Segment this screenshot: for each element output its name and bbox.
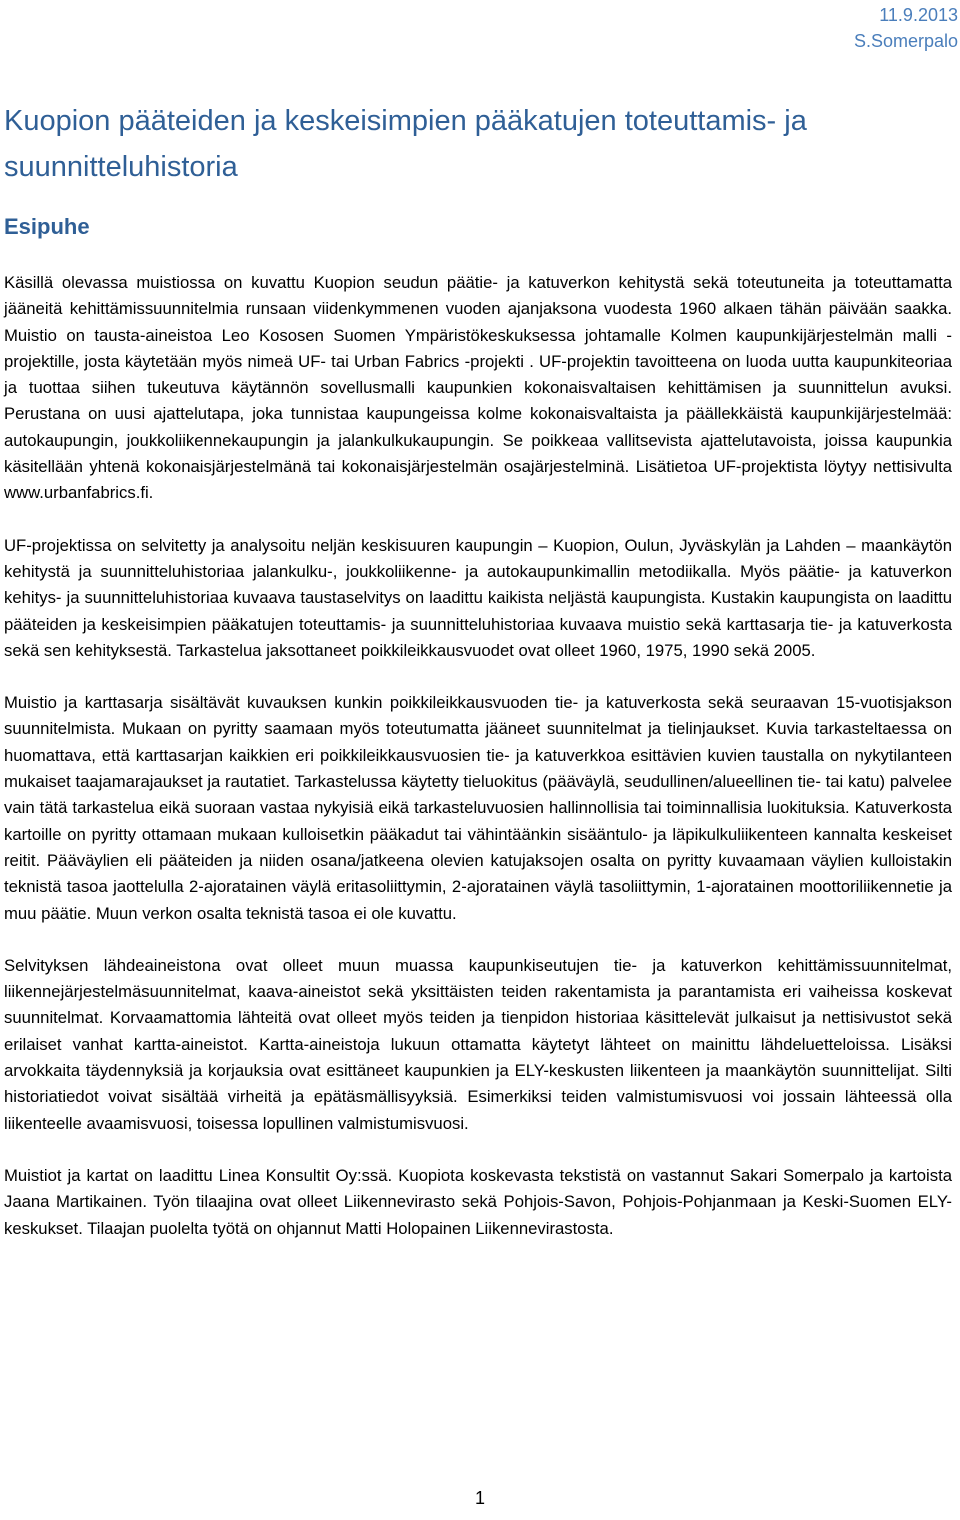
document-title: Kuopion pääteiden ja keskeisimpien pääkatujen toteuttamis- ja suunnitteluhistoria xyxy=(4,105,807,183)
paragraph-4: Selvityksen lähdeaineistona ovat olleet muun muassa kaupunkiseutujen tie- ja katuverkon kehittämissuunnitelmat, liikennejärjestelmäsuunnitelmat, kaava-aineistot sekä yksittäisten teiden rakentamista ja parantamista eri vaiheissa koskevat suunnitelmat. Korvaamattomia lähteitä ovat olleet myös teiden ja tienpidon historiaa käsittelevät julkaisut ja nettisivustot sekä erilaiset vanhat kartta-aineistot. Kartta-aineistoja lukuun ottamatta käytetyt lähteet on mainittu lähdeluetteloissa. Lisäksi arvokkaita täydennyksiä ja korjauksia ovat esittäneet kaupunkien ja ELY-keskusten liikenteen ja maankäytön suunnittelijat. Silti historiatiedot voivat sisältää virheitä ja epätäsmällisyyksiä. Esimerkiksi teiden valmistumisvuosi voi jossain lähteessä olla liikenteelle avaamisvuosi, toisessa lopullinen valmistumisvuosi. xyxy=(4,955,952,1133)
document-body xyxy=(4,270,952,1268)
document-header xyxy=(854,2,958,54)
document-date: 11.9.2013 xyxy=(879,5,958,25)
paragraph-1: Käsillä olevassa muistiossa on kuvattu Kuopion seudun päätie- ja katuverkon kehitystä sekä toteutuneita ja toteuttamatta jääneitä kehittämissuunnitelmia runsaan viidenkymmenen vuoden ajanjaksona vuodesta 1960 alkaen tähän päivään saakka. Muistio on tausta-aineistoa Leo Kososen Suomen Ympäristökeskuksessa johtamalle Kolmen kaupunkijärjestelmän malli -projektille, josta käytetään myös nimeä UF- tai Urban Fabrics -projekti . UF-projektin tavoitteena on luoda uutta kaupunkiteoriaa ja tuottaa siihen tukeutuva käytännön sovellusmalli kaupunkien kokonaisvaltaisen kehittämisen ja suunnittelun avuksi. Perustana on uusi ajattelutapa, joka tunnistaa kaupungeissa kolme kokonaisvaltaista ja päällekkäistä kaupunkijärjestelmää: autokaupungin, joukkoliikennekaupungin ja jalankulkukaupungin. Se poikkeaa vallitsevista ajattelutavoista, joissa kaupunkia käsitellään yhtenä kokonaisjärjestelmänä tai kokonaisjärjestelmän osajärjestelminä. Lisätietoa UF-projektista löytyy nettisivulta www.urbanfabrics.fi. xyxy=(4,273,952,503)
document-author: S.Somerpalo xyxy=(853,31,958,51)
page-number: 1 xyxy=(474,1488,485,1508)
paragraph-5: Muistiot ja kartat on laadittu Linea Konsultit Oy:ssä. Kuopiota koskevasta tekstistä on vastannut Sakari Somerpalo ja kartoista Jaana Martikainen. Työn tilaajina ovat olleet Liikennevirasto sekä Pohjois-Savon, Pohjois-Pohjanmaan ja Keski-Suomen ELY-keskukset. Tilaajan puolelta työtä on ohjannut Matti Holopainen Liikennevirastosta. xyxy=(4,1165,952,1238)
section-heading-esipuhe: Esipuhe xyxy=(4,214,90,239)
paragraph-3: Muistio ja karttasarja sisältävät kuvauksen kunkin poikkileikkausvuoden tie- ja katuverkosta sekä seuraavan 15-vuotisjakson suunnitelmista. Mukaan on pyritty saamaan myös toteutumatta jääneet suunnitelmat ja tielinjaukset. Kuvia tarkasteltaessa on huomattava, että karttasarjan kaikkien eri poikkileikkausvuosien tie- ja katuverkkoa esittävien kuvien taustalla on nykytilanteen mukaiset taajamarajaukset ja rautatiet. Tarkastelussa käytetty tieluokitus (pääväylä, seudullinen/alueellinen tie- tai katu) palvelee vain tätä tarkastelua eikä suoraan vastaa nykyisiä eikä tarkasteluvuosien hallinnollisia tai toiminnallisia luokituksia. Katuverkosta kartoille on pyritty ottamaan mukaan kulloisetkin pääkadut tai vähintäänkin sisääntulo- ja läpikulkuliikenteen kannalta keskeiset reitit. Pääväylien eli pääteiden ja niiden osana/jatkeena olevien katujaksojen osalta on pyritty kuvaamaan väylien kulloistakin teknistä tasoa jaottelulla 2-ajoratainen väylä eritasoliittymin, 2-ajoratainen väylä tasoliittymin, 1-ajoratainen moottoriliikennetie ja muu päätie. Muun verkon osalta teknistä tasoa ei ole kuvattu. xyxy=(4,693,952,923)
paragraph-2: UF-projektissa on selvitetty ja analysoitu neljän keskisuuren kaupungin – Kuopion, Oulun, Jyväskylän ja Lahden – maankäytön kehitystä ja suunnitteluhistoriaa jalankulku-, joukkoliikenne- ja autokaupunkimallin metodiikalla. Myös päätie- ja katuverkon kehitys- ja suunnitteluhistoriaa kuvaava taustaselvitys on laadittu kaikista neljästä kaupungista. Kustakin kaupungista on laadittu pääteiden ja keskeisimpien pääkatujen toteuttamis- ja suunnitteluhistoriaa kuvaava muistio sekä karttasarja tie- ja katuverkosta sekä sen kehityksestä. Tarkastelua jaksottaneet poikkileikkausvuodet ovat olleet 1960, 1975, 1990 sekä 2005. xyxy=(4,535,952,660)
